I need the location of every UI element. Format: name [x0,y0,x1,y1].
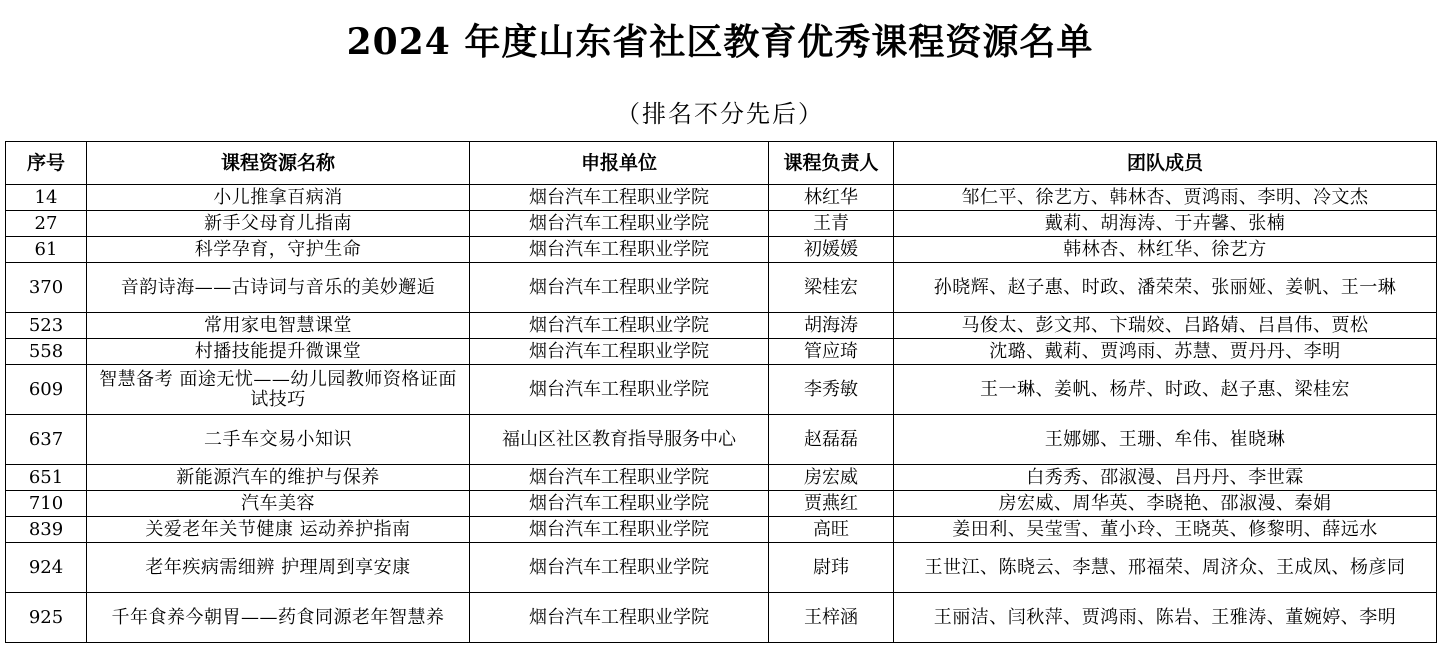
cell-course-name: 音韵诗海——古诗词与音乐的美妙邂逅 [87,263,470,313]
table-row [6,517,1437,543]
cell-lead: 房宏威 [769,465,894,491]
cell-course-name: 常用家电智慧课堂 [87,313,470,339]
table-row [6,491,1437,517]
cell-course-name: 新手父母育儿指南 [87,211,470,237]
cell-course-name: 村播技能提升微课堂 [87,339,470,365]
cell-lead: 王青 [769,211,894,237]
table-row [6,465,1437,491]
cell-no: 637 [6,415,87,465]
cell-course-name: 关爱老年关节健康 运动养护指南 [87,517,470,543]
cell-course-name: 智慧备考 面途无忧——幼儿园教师资格证面试技巧 [87,365,470,415]
cell-team: 孙晓辉、赵子惠、时政、潘荣荣、张丽娅、姜帆、王一琳 [894,263,1437,313]
table-row [6,237,1437,263]
cell-lead: 管应琦 [769,339,894,365]
cell-no: 14 [6,185,87,211]
cell-lead: 王梓涵 [769,593,894,643]
cell-team: 王世江、陈晓云、李慧、邢福荣、周济众、王成凤、杨彦同 [894,543,1437,593]
cell-team: 姜田利、吴莹雪、董小玲、王晓英、修黎明、薛远水 [894,517,1437,543]
cell-unit: 烟台汽车工程职业学院 [470,517,769,543]
table-row [6,263,1437,313]
table-row [6,313,1437,339]
cell-course-name: 二手车交易小知识 [87,415,470,465]
cell-course-name: 科学孕育，守护生命 [87,237,470,263]
cell-unit: 烟台汽车工程职业学院 [470,491,769,517]
cell-unit: 烟台汽车工程职业学院 [470,185,769,211]
cell-team: 王娜娜、王珊、牟伟、崔晓琳 [894,415,1437,465]
cell-team: 韩林杏、林红华、徐艺方 [894,237,1437,263]
cell-team: 王丽洁、闫秋萍、贾鸿雨、陈岩、王雅涛、董婉婷、李明 [894,593,1437,643]
cell-lead: 李秀敏 [769,365,894,415]
cell-course-name: 汽车美容 [87,491,470,517]
cell-no: 710 [6,491,87,517]
cell-lead: 高旺 [769,517,894,543]
cell-lead: 赵磊磊 [769,415,894,465]
course-list-table [5,141,1437,643]
cell-team: 王一琳、姜帆、杨芹、时政、赵子惠、梁桂宏 [894,365,1437,415]
cell-unit: 烟台汽车工程职业学院 [470,263,769,313]
cell-no: 839 [6,517,87,543]
cell-lead: 贾燕红 [769,491,894,517]
page-title: 2024 年度山东省社区教育优秀课程资源名单 [346,21,1094,63]
cell-course-name: 新能源汽车的维护与保养 [87,465,470,491]
cell-unit: 烟台汽车工程职业学院 [470,465,769,491]
cell-unit: 烟台汽车工程职业学院 [470,365,769,415]
cell-no: 61 [6,237,87,263]
table-row [6,365,1437,415]
cell-no: 924 [6,543,87,593]
table-row [6,415,1437,465]
table-body [6,185,1437,643]
cell-lead: 初媛媛 [769,237,894,263]
cell-lead: 林红华 [769,185,894,211]
table-row [6,593,1437,643]
cell-unit: 烟台汽车工程职业学院 [470,339,769,365]
cell-no: 558 [6,339,87,365]
cell-unit: 烟台汽车工程职业学院 [470,211,769,237]
cell-unit: 福山区社区教育指导服务中心 [470,415,769,465]
header-unit: 申报单位 [470,142,769,185]
cell-team: 房宏威、周华英、李晓艳、邵淑漫、秦娟 [894,491,1437,517]
header-lead: 课程负责人 [769,142,894,185]
cell-unit: 烟台汽车工程职业学院 [470,543,769,593]
cell-team: 沈璐、戴莉、贾鸿雨、苏慧、贾丹丹、李明 [894,339,1437,365]
cell-course-name: 小儿推拿百病消 [87,185,470,211]
cell-course-name: 老年疾病需细辨 护理周到享安康 [87,543,470,593]
cell-team: 戴莉、胡海涛、于卉馨、张楠 [894,211,1437,237]
cell-team: 邹仁平、徐艺方、韩林杏、贾鸿雨、李明、冷文杰 [894,185,1437,211]
header-no: 序号 [6,142,87,185]
table-row [6,211,1437,237]
cell-team: 白秀秀、邵淑漫、吕丹丹、李世霖 [894,465,1437,491]
cell-unit: 烟台汽车工程职业学院 [470,313,769,339]
cell-no: 609 [6,365,87,415]
cell-course-name: 千年食养今朝胃——药食同源老年智慧养 [87,593,470,643]
header-course-name: 课程资源名称 [87,142,470,185]
cell-unit: 烟台汽车工程职业学院 [470,593,769,643]
cell-lead: 尉玮 [769,543,894,593]
cell-unit: 烟台汽车工程职业学院 [470,237,769,263]
cell-no: 523 [6,313,87,339]
cell-lead: 梁桂宏 [769,263,894,313]
cell-no: 925 [6,593,87,643]
cell-no: 370 [6,263,87,313]
table-row [6,543,1437,593]
table-header-row [6,142,1437,185]
cell-team: 马俊太、彭文邦、卞瑞姣、吕路婧、吕昌伟、贾松 [894,313,1437,339]
cell-no: 27 [6,211,87,237]
table-row [6,339,1437,365]
cell-lead: 胡海涛 [769,313,894,339]
header-team: 团队成员 [894,142,1437,185]
page-subtitle: （排名不分先后） [616,100,824,128]
cell-no: 651 [6,465,87,491]
table-row [6,185,1437,211]
